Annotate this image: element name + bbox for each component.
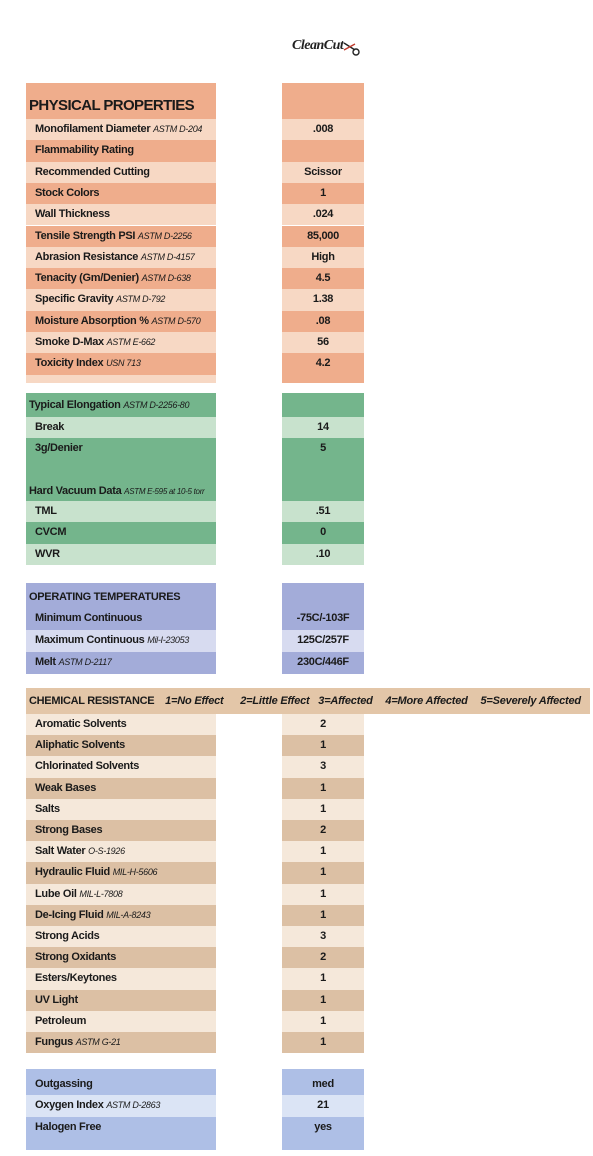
chemical-title-line [29, 688, 581, 714]
vacuum-label-cell [26, 501, 216, 522]
elongation-header-right [282, 393, 364, 417]
chemical-label-cell [26, 735, 216, 756]
chemical-value: 1 [282, 862, 364, 883]
physical-label: Flammability Rating [35, 144, 134, 157]
vacuum-label: TML [35, 505, 57, 517]
physical-value: .08 [282, 311, 364, 332]
physical-value: High [282, 247, 364, 268]
physical-label: Smoke D-Max [35, 336, 104, 348]
chemical-label-cell [26, 799, 216, 820]
misc-label: Oxygen Index [35, 1099, 104, 1112]
elongation-header [0, 393, 593, 417]
chemical-row [0, 862, 593, 883]
chemical-value: 3 [282, 756, 364, 777]
chemical-label-cell [26, 841, 216, 862]
physical-label: Tenacity (Gm/Denier) [35, 272, 139, 285]
chemical-label: De-Icing Fluid [35, 908, 104, 921]
temperatures-header-right [282, 583, 364, 608]
chemical-value: 1 [282, 778, 364, 799]
chemical-value: 2 [282, 820, 364, 841]
physical-value: 85,000 [282, 226, 364, 247]
misc-label-cell [26, 1074, 216, 1095]
physical-footer-pad [0, 375, 593, 383]
chemical-standard: MIL-L-7808 [79, 888, 123, 899]
chemical-label: Hydraulic Fluid [35, 866, 110, 879]
misc-row [0, 1095, 593, 1116]
temperature-label-cell [26, 652, 216, 674]
chemical-row [0, 799, 593, 820]
vacuum-row [0, 522, 593, 543]
temperatures-header-left [26, 583, 216, 608]
physical-value: 4.2 [282, 353, 364, 374]
chemical-label-cell [26, 778, 216, 799]
physical-header-right [282, 83, 364, 119]
physical-value: .008 [282, 119, 364, 140]
physical-row [0, 183, 593, 204]
legend-item: 4=More Affected [385, 695, 468, 707]
temperatures-header [0, 583, 593, 608]
physical-label: Abrasion Resistance [35, 250, 139, 263]
chemical-label-cell [26, 905, 216, 926]
chemical-label: Strong Bases [35, 824, 103, 836]
legend-item: 5=Severely Affected [480, 695, 581, 707]
pad-right [282, 1138, 364, 1150]
chemical-header [0, 688, 593, 714]
misc-bottom-pad [0, 1138, 593, 1150]
chemical-label-cell [26, 756, 216, 777]
physical-label-cell [26, 353, 216, 374]
vacuum-value: 0 [282, 522, 364, 543]
physical-label-cell [26, 183, 216, 204]
chemical-row [0, 714, 593, 735]
physical-row [0, 332, 593, 353]
chemical-value: 3 [282, 926, 364, 947]
physical-title: PHYSICAL PROPERTIES [29, 97, 195, 114]
elongation-row-break [0, 417, 593, 438]
temperature-label: Maximum Continuous [35, 634, 145, 646]
vacuum-title: Hard Vacuum Data [29, 485, 122, 497]
physical-standard: ASTM E-662 [106, 337, 156, 347]
elongation-section [0, 393, 593, 567]
chemical-label-cell [26, 1011, 216, 1032]
chemical-standard: MIL-H-5606 [112, 867, 158, 878]
physical-row [0, 226, 593, 247]
physical-label-cell [26, 226, 216, 247]
scissors-icon [342, 40, 362, 56]
physical-label: Moisture Absorption % [35, 314, 149, 327]
physical-label-cell [26, 204, 216, 225]
physical-label: Recommended Cutting [35, 165, 150, 178]
vacuum-row [0, 544, 593, 565]
physical-label: Toxicity Index [35, 357, 104, 370]
physical-standard: USN 713 [106, 358, 141, 369]
temperature-value: 125C/257F [282, 630, 364, 652]
chemical-row [0, 1011, 593, 1032]
chemical-label-cell [26, 820, 216, 841]
misc-row [0, 1117, 593, 1138]
physical-value: 4.5 [282, 268, 364, 289]
chemical-label-cell [26, 714, 216, 735]
elongation-header-left [26, 393, 216, 417]
physical-row [0, 140, 593, 161]
misc-label-cell [26, 1095, 216, 1116]
chemical-row [0, 990, 593, 1011]
chemical-standard: O-S-1926 [88, 846, 125, 857]
physical-value: .024 [282, 204, 364, 225]
chemical-value: 1 [282, 990, 364, 1011]
chemical-value: 1 [282, 884, 364, 905]
chemical-label-cell [26, 926, 216, 947]
elongation-row-denier [0, 438, 593, 501]
temperatures-section [0, 583, 593, 673]
chemical-value: 1 [282, 735, 364, 756]
physical-row [0, 162, 593, 183]
temperature-value: 230C/446F [282, 652, 364, 674]
physical-standard: ASTM D-792 [116, 294, 166, 305]
chemical-label-cell [26, 968, 216, 989]
chemical-row [0, 884, 593, 905]
temperature-row [0, 608, 593, 630]
chemical-value: 1 [282, 841, 364, 862]
misc-label: Outgassing [35, 1078, 93, 1090]
temperatures-title: OPERATING TEMPERATURES [29, 591, 181, 603]
elongation-label: 3g/Denier [35, 442, 83, 454]
chemical-row [0, 947, 593, 968]
temperature-label-cell [26, 630, 216, 652]
chemical-row [0, 841, 593, 862]
brand-logo [292, 34, 362, 62]
vacuum-label: CVCM [35, 526, 67, 539]
physical-label-cell [26, 289, 216, 310]
chemical-row [0, 735, 593, 756]
physical-value: 1 [282, 183, 364, 204]
chemical-value: 1 [282, 905, 364, 926]
chemical-row [0, 968, 593, 989]
chemical-standard: MIL-A-8243 [106, 909, 151, 920]
chemical-row [0, 926, 593, 947]
physical-standard: ASTM D-4157 [140, 251, 195, 262]
chemical-label: Petroleum [35, 1014, 87, 1027]
physical-standard: ASTM D-570 [151, 315, 201, 326]
misc-value: med [282, 1074, 364, 1095]
physical-value: Scissor [282, 162, 364, 183]
physical-standard: ASTM D-638 [141, 273, 191, 284]
legend-item: 1=No Effect [165, 695, 224, 707]
chemical-value: 1 [282, 968, 364, 989]
vacuum-label-cell [26, 522, 216, 543]
temperature-standard: ASTM D-2117 [58, 657, 112, 667]
chemical-label: Lube Oil [35, 887, 77, 900]
physical-header-left [26, 83, 216, 119]
legend-item: 2=Little Effect [240, 695, 310, 707]
misc-top-pad [0, 1069, 593, 1074]
chemical-label: Aromatic Solvents [35, 718, 127, 730]
physical-label-cell [26, 268, 216, 289]
physical-row [0, 353, 593, 374]
temperature-row [0, 630, 593, 652]
physical-row [0, 311, 593, 332]
chemical-label-cell [26, 947, 216, 968]
chemical-label: Fungus [35, 1036, 73, 1048]
physical-label: Wall Thickness [35, 208, 110, 221]
vacuum-label-cell [26, 544, 216, 565]
vacuum-label: WVR [35, 547, 60, 560]
vacuum-row [0, 501, 593, 522]
temperature-value: -75C/-103F [282, 608, 364, 630]
vacuum-value: .51 [282, 501, 364, 522]
denier-block [26, 438, 216, 501]
elongation-label: Break [26, 417, 216, 438]
chemical-label-cell [26, 862, 216, 883]
physical-row [0, 289, 593, 310]
pad-right [282, 375, 364, 383]
physical-label-cell [26, 140, 216, 161]
chemical-label-cell [26, 990, 216, 1011]
chemical-section [0, 688, 593, 1060]
physical-value: 1.38 [282, 289, 364, 310]
elongation-title: Typical Elongation [29, 399, 121, 411]
chemical-value: 1 [282, 1011, 364, 1032]
temperature-label: Minimum Continuous [35, 612, 143, 624]
physical-label-cell [26, 332, 216, 353]
logo-text: CleanCut [292, 38, 344, 53]
chemical-row [0, 905, 593, 926]
chemical-value: 1 [282, 1032, 364, 1053]
misc-value: yes [282, 1117, 364, 1138]
physical-standard: ASTM D-2256 [137, 230, 192, 241]
pad-left [26, 375, 216, 383]
physical-properties-section [0, 83, 593, 383]
chemical-header-band [26, 688, 590, 714]
vacuum-title-wrap [29, 485, 204, 497]
physical-header [0, 83, 593, 119]
misc-row [0, 1074, 593, 1095]
physical-label: Monofilament Diameter [35, 123, 151, 135]
chemical-label-cell [26, 884, 216, 905]
misc-section [0, 1069, 593, 1152]
chemical-label: Strong Acids [35, 930, 100, 942]
legend-item: 3=Affected [318, 695, 373, 707]
misc-standard: ASTM D-2863 [106, 1100, 161, 1111]
physical-label: Stock Colors [35, 186, 100, 199]
temperature-standard: Mil-I-23053 [147, 635, 189, 645]
physical-label-cell [26, 119, 216, 140]
chemical-row [0, 756, 593, 777]
chemical-label: UV Light [35, 993, 78, 1006]
temperature-label: Melt [35, 656, 56, 668]
chemical-value: 1 [282, 799, 364, 820]
chemical-label: Strong Oxidants [35, 951, 117, 964]
physical-label-cell [26, 162, 216, 183]
temperature-label-cell [26, 608, 216, 630]
pad-left [26, 1138, 216, 1150]
physical-value: 56 [282, 332, 364, 353]
temperature-row [0, 652, 593, 674]
physical-standard: ASTM D-204 [153, 124, 203, 134]
pad-left [26, 1069, 216, 1074]
chemical-title: CHEMICAL RESISTANCE [29, 695, 155, 707]
chemical-value: 2 [282, 714, 364, 735]
misc-value: 21 [282, 1095, 364, 1116]
chemical-label: Salt Water [35, 845, 86, 858]
physical-row [0, 204, 593, 225]
physical-label-cell [26, 247, 216, 268]
vacuum-title-std: ASTM E-595 at 10-5 torr [124, 487, 205, 496]
elongation-value: 14 [282, 417, 364, 438]
chemical-row [0, 1032, 593, 1053]
chemical-row [0, 778, 593, 799]
chemical-value: 2 [282, 947, 364, 968]
misc-label: Halogen Free [35, 1120, 102, 1133]
chemical-label: Weak Bases [35, 781, 97, 794]
chemical-label: Salts [35, 802, 60, 815]
chemical-label: Aliphatic Solvents [35, 739, 125, 752]
chemical-label-cell [26, 1032, 216, 1053]
misc-label-cell [26, 1117, 216, 1138]
physical-row [0, 268, 593, 289]
physical-row [0, 119, 593, 140]
denier-value: 5 [320, 442, 326, 454]
physical-value [282, 140, 364, 161]
physical-label-cell [26, 311, 216, 332]
pad-right [282, 1069, 364, 1074]
chemical-label: Chlorinated Solvents [35, 760, 140, 773]
elongation-title-std: ASTM D-2256-80 [123, 400, 190, 410]
vacuum-value: .10 [282, 544, 364, 565]
physical-row [0, 247, 593, 268]
chemical-label: Esters/Keytones [35, 972, 117, 985]
physical-label: Tensile Strength PSI [35, 229, 136, 242]
elongation-value [282, 438, 364, 501]
chemical-row [0, 820, 593, 841]
chemical-standard: ASTM G-21 [75, 1037, 121, 1047]
physical-label: Specific Gravity [35, 293, 114, 306]
